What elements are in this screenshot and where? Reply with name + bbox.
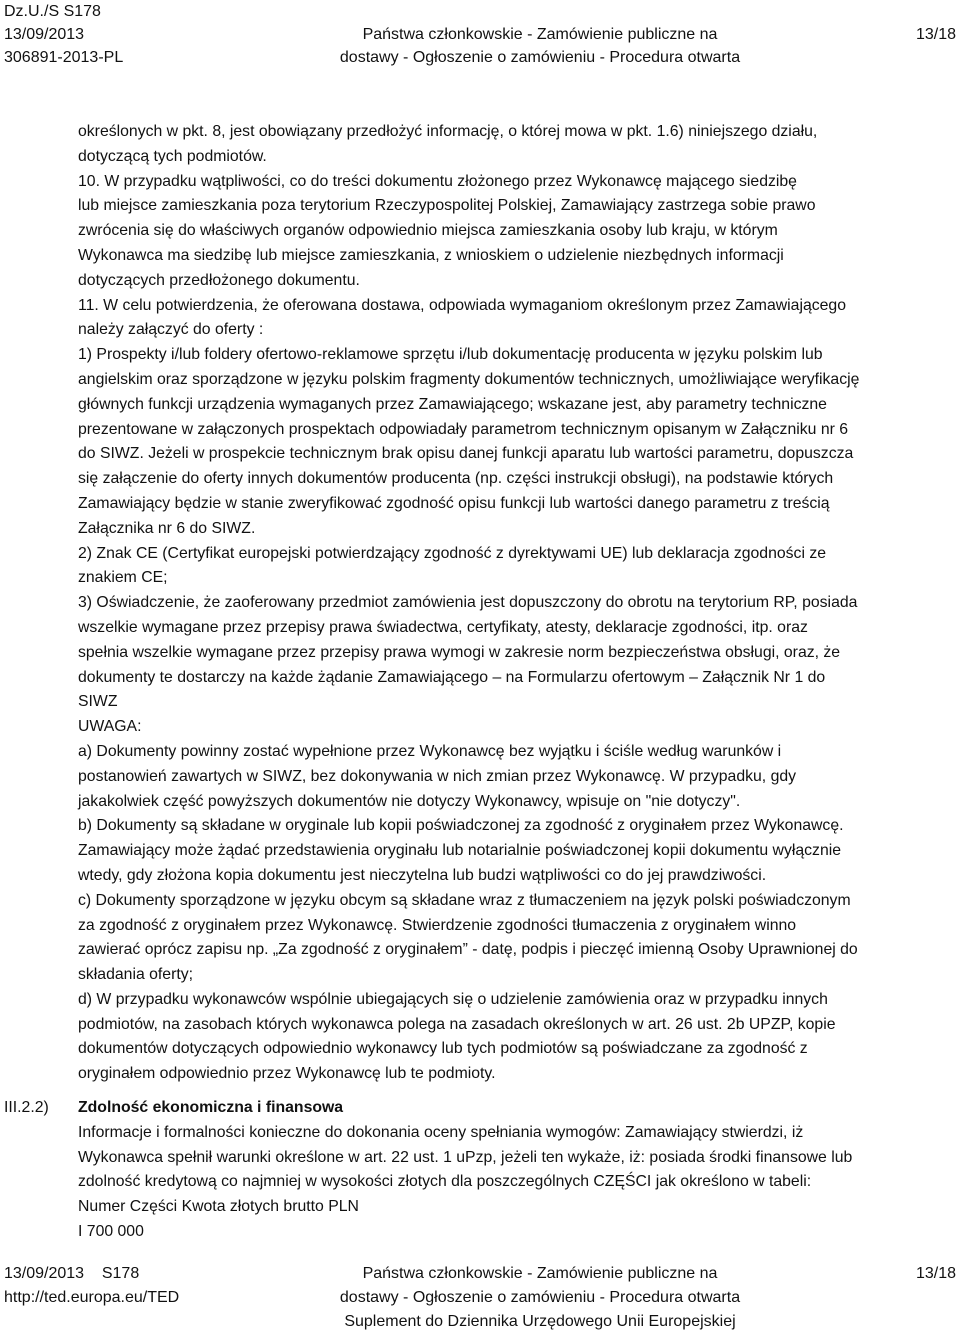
body-text-line: 3) Oświadczenie, że zaoferowany przedmiot zamówienia jest dopuszczony do obrotu na terytorium RP, posiada — [78, 594, 858, 612]
doc-ref: Dz.U./S S178 — [4, 3, 101, 20]
body-text-line: składania oferty; — [78, 966, 194, 984]
body-text-line: SIWZ — [78, 693, 118, 711]
section-text-line: I 700 000 — [78, 1222, 144, 1240]
body-text-line: dotyczącą tych podmiotów. — [78, 147, 267, 165]
page-footer — [0, 1262, 960, 1334]
body-text-line: znakiem CE; — [78, 569, 168, 587]
footer-title-line3: Suplement do Dziennika Urzędowego Unii Europejskiej — [344, 1313, 736, 1330]
body-text-line: spełnia wszelkie wymagane przez przepisy prawa wymogi w zakresie norm bezpieczeństwa obsługi, oraz, że — [78, 643, 841, 661]
body-text-line: wszelkie wymagane przez przepisy prawa świadectwa, certyfikaty, atesty, deklaracje zgodności, itp. oraz — [78, 618, 808, 636]
body-text-line: Zamawiający może żądać przedstawienia oryginału lub notarialnie poświadczonej kopii dokumentu wyłącznie — [78, 842, 842, 860]
footer-issue: S178 — [101, 1265, 140, 1282]
body-text-line: Zamawiający będzie w stanie zweryfikować zgodność opisu funkcji lub wartości danego parametru z treścią — [78, 494, 830, 512]
body-text-line: 10. W przypadku wątpliwości, co do treści dokumentu złożonego przez Wykonawcę mającego siedzibę — [78, 172, 797, 190]
header-title-line1: Państwa członkowskie - Zamówienie publiczne na — [362, 26, 718, 43]
body-text-line: prezentowane w załączonych prospektach odpowiadały parametrom technicznym opisanym w Załączniku nr 6 — [78, 420, 849, 438]
body-text-line: głównych funkcji urządzenia wymaganych przez Zamawiającego; wskazane jest, aby parametry techniczne — [78, 395, 827, 413]
section-text-line: Numer Części Kwota złotych brutto PLN — [78, 1198, 359, 1216]
body-text-line: Załącznika nr 6 do SIWZ. — [78, 519, 256, 537]
section-lines — [78, 1121, 956, 1245]
body-text-line: dokumenty te dostarczy na każde żądanie Zamawiającego – na Formularzu ofertowym – Załącznik Nr 1 do — [78, 668, 826, 686]
header-title-line2: dostawy - Ogłoszenie o zamówieniu - Procedura otwarta — [339, 49, 741, 66]
body-text-line: Wykonawca ma siedzibę lub miejsce zamieszkania, z wnioskiem o udzielenie niezbędnych informacji — [78, 246, 784, 264]
footer-date-issue — [4, 1262, 179, 1286]
section-number: III.2.2) — [4, 1099, 49, 1116]
body-text-line: zawierać oprócz zapisu np. „Za zgodność z oryginałem” - datę, podpis i pieczęć imienną Osoby Uprawnionej do — [78, 941, 858, 959]
body-text-line: postanowień zawartych w SIWZ, bez dokonywania w nich zmian przez Wykonawcę. W przypadku, gdy — [78, 767, 797, 785]
body-text-line: wtedy, gdy złożona kopia dokumentu jest nieczytelna lub budzi wątpliwości co do jej prawdziwości. — [78, 866, 767, 884]
header-date: 13/09/2013 — [4, 26, 85, 43]
page-header — [0, 0, 960, 70]
body-text-line: 11. W celu potwierdzenia, że oferowana dostawa, odpowiada wymaganiom określonym przez Zamawiającego — [78, 296, 846, 314]
body-text-line: lub miejsce zamieszkania poza terytorium Rzeczypospolitej Polskiej, Zamawiający zastrzega sobie prawo — [78, 197, 816, 215]
header-title — [300, 23, 780, 69]
body-text-line: c) Dokumenty sporządzone w języku obcym są składane wraz z tłumaczeniem na język polski poświadczonym — [78, 891, 851, 909]
body-text-line: do SIWZ. Jeżeli w prospekcie technicznym brak opisu danej funkcji aparatu lub wartości parametru, dopuszcza — [78, 445, 854, 463]
body-text-line: jakakolwiek część powyższych dokumentów nie dotyczy Wykonawcy, wpisuje on "nie dotyczy". — [78, 792, 741, 810]
body-text-line: dokumentów dotyczących odpowiednio wykonawcy lub tych podmiotów są poświadczane za zgodność z — [78, 1040, 808, 1058]
body-text-line: dotyczących przedłożonego dokumentu. — [78, 271, 360, 289]
footer-title — [300, 1262, 780, 1334]
footer-left — [4, 1262, 179, 1310]
section-text-line: zdolność kredytową co najmniej w wysokości złotych dla poszczególnych CZĘŚCI jak określono w tabeli: — [78, 1173, 812, 1191]
footer-title-line2: dostawy - Ogłoszenie o zamówieniu - Procedura otwarta — [339, 1289, 741, 1306]
body-text-line: określonych w pkt. 8, jest obowiązany przedłożyć informację, o której mowa w pkt. 1.6) niniejszego działu, — [78, 123, 818, 140]
footer-date: 13/09/2013 — [4, 1265, 85, 1282]
body-text-line: angielskim oraz sporządzone w języku polskim fragmenty dokumentów technicznych, umożliwiające weryfikację — [78, 370, 860, 388]
section-title: Zdolność ekonomiczna i finansowa — [78, 1099, 344, 1116]
body-text-line: a) Dokumenty powinny zostać wypełnione przez Wykonawcę bez wyjątku i ściśle według warunków i — [78, 742, 782, 760]
footer-title-line1: Państwa członkowskie - Zamówienie publiczne na — [362, 1265, 718, 1282]
body-text-line: zwrócenia się do właściwych organów odpowiednio miejsca zamieszkania osoby lub kraju, w którym — [78, 222, 778, 240]
body-text-line: b) Dokumenty są składane w oryginale lub kopii poświadczonej za zgodność z oryginałem przez Wykonawcę. — [78, 817, 844, 835]
body-text-line: oryginałem odpowiednio przez Wykonawcę lub te podmioty. — [78, 1065, 496, 1083]
section-text-line: Informacje i formalności konieczne do dokonania oceny spełniania wymogów: Zamawiający stwierdzi, iż — [78, 1123, 804, 1141]
body-text-line: podmiotów, na zasobach których wykonawca polega na zasadach określonych w art. 26 ust. 2b UPZP, kopie — [78, 1015, 836, 1033]
body-text-line: się załączenie do oferty innych dokumentów producenta (np. części instrukcji obsługi), na podstawie których — [78, 470, 834, 488]
body-text-line: należy załączyć do oferty : — [78, 321, 264, 339]
footer-url[interactable]: http://ted.europa.eu/TED — [4, 1289, 180, 1306]
main-body — [78, 120, 956, 1087]
body-text-line: za zgodność z oryginałem przez Wykonawcę. Stwierdzenie zgodności tłumaczenia z oryginałem winno — [78, 916, 797, 934]
section-text-line: Wykonawca spełnił warunki określone w art. 22 ust. 1 uPzp, jeżeli ten wykaże, iż: posiada środki finansowe lub — [78, 1148, 853, 1166]
header-page-number: 13/18 — [915, 26, 956, 43]
body-text-line: 2) Znak CE (Certyfikat europejski potwierdzający zgodność z dyrektywami UE) lub deklaracja zgodności ze — [78, 544, 827, 562]
body-text-line: d) W przypadku wykonawców wspólnie ubiegających się o udzielenie zamówienia oraz w przypadku innych — [78, 990, 828, 1008]
notice-id: 306891-2013-PL — [4, 49, 124, 66]
footer-page-number: 13/18 — [915, 1265, 956, 1282]
header-left — [4, 0, 123, 69]
body-text-line: 1) Prospekty i/lub foldery ofertowo-reklamowe sprzętu i/lub dokumentację producenta w języku polskim lub — [78, 346, 823, 364]
section-content — [78, 1096, 956, 1245]
body-text-line: UWAGA: — [78, 718, 142, 736]
